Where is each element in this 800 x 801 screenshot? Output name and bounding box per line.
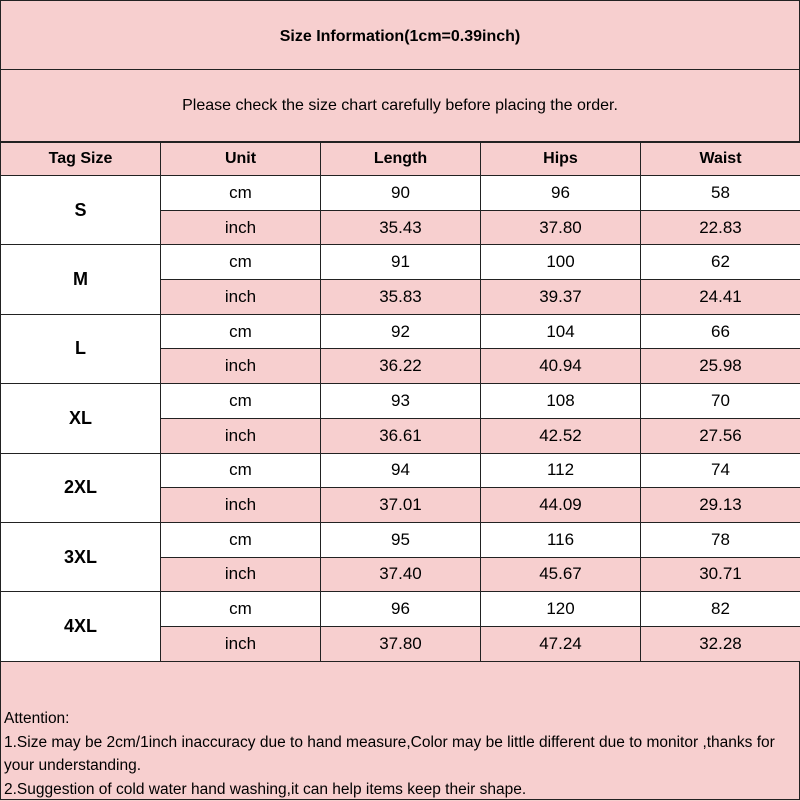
unit-cell: cm — [161, 384, 321, 419]
unit-cell: cm — [161, 245, 321, 280]
unit-cell: inch — [161, 280, 321, 315]
waist-cell: 30.71 — [641, 557, 800, 592]
table-row — [1, 384, 800, 419]
length-cell: 92 — [321, 314, 481, 349]
attention-line-1: 1.Size may be 2cm/1inch inaccuracy due to hand measure,Color may be little different due to monitor ,thanks for your understanding. — [4, 731, 789, 778]
waist-cell: 22.83 — [641, 210, 800, 245]
chart-note: Please check the size chart carefully before placing the order. — [1, 70, 799, 142]
waist-cell: 74 — [641, 453, 800, 488]
unit-cell: inch — [161, 488, 321, 523]
waist-cell: 32.28 — [641, 626, 800, 661]
table-row — [1, 453, 800, 488]
length-cell: 35.43 — [321, 210, 481, 245]
unit-cell: cm — [161, 453, 321, 488]
hips-cell: 112 — [481, 453, 641, 488]
length-cell: 91 — [321, 245, 481, 280]
tag-size-cell: S — [1, 176, 161, 245]
length-cell: 37.80 — [321, 626, 481, 661]
unit-cell: inch — [161, 349, 321, 384]
length-cell: 36.22 — [321, 349, 481, 384]
waist-cell: 62 — [641, 245, 800, 280]
unit-cell: cm — [161, 592, 321, 627]
table-row — [1, 592, 800, 627]
hips-cell: 108 — [481, 384, 641, 419]
unit-cell: cm — [161, 176, 321, 211]
tag-size-cell: 4XL — [1, 592, 161, 661]
attention-heading: Attention: — [4, 707, 789, 731]
tag-size-cell: 2XL — [1, 453, 161, 522]
hips-cell: 40.94 — [481, 349, 641, 384]
waist-cell: 27.56 — [641, 418, 800, 453]
hips-cell: 39.37 — [481, 280, 641, 315]
unit-cell: cm — [161, 314, 321, 349]
tag-size-cell: 3XL — [1, 522, 161, 591]
table-row — [1, 522, 800, 557]
length-cell: 37.40 — [321, 557, 481, 592]
unit-cell: inch — [161, 557, 321, 592]
unit-cell: cm — [161, 522, 321, 557]
header-hips: Hips — [481, 143, 641, 176]
waist-cell: 25.98 — [641, 349, 800, 384]
hips-cell: 116 — [481, 522, 641, 557]
hips-cell: 45.67 — [481, 557, 641, 592]
length-cell: 96 — [321, 592, 481, 627]
header-length: Length — [321, 143, 481, 176]
hips-cell: 120 — [481, 592, 641, 627]
length-cell: 37.01 — [321, 488, 481, 523]
attention-line-2: 2.Suggestion of cold water hand washing,it can help items keep their shape. — [4, 778, 789, 801]
hips-cell: 104 — [481, 314, 641, 349]
unit-cell: inch — [161, 626, 321, 661]
attention-notes — [4, 707, 789, 801]
tag-size-cell: M — [1, 245, 161, 314]
header-waist: Waist — [641, 143, 800, 176]
unit-cell: inch — [161, 210, 321, 245]
table-row — [1, 176, 800, 211]
table-row — [1, 314, 800, 349]
hips-cell: 100 — [481, 245, 641, 280]
hips-cell: 47.24 — [481, 626, 641, 661]
length-cell: 95 — [321, 522, 481, 557]
header-tag-size: Tag Size — [1, 143, 161, 176]
header-unit: Unit — [161, 143, 321, 176]
waist-cell: 58 — [641, 176, 800, 211]
table-header-row — [1, 143, 800, 176]
waist-cell: 29.13 — [641, 488, 800, 523]
length-cell: 36.61 — [321, 418, 481, 453]
tag-size-cell: XL — [1, 384, 161, 453]
length-cell: 93 — [321, 384, 481, 419]
waist-cell: 24.41 — [641, 280, 800, 315]
waist-cell: 82 — [641, 592, 800, 627]
unit-cell: inch — [161, 418, 321, 453]
chart-title: Size Information(1cm=0.39inch) — [1, 1, 799, 70]
length-cell: 90 — [321, 176, 481, 211]
size-table — [0, 142, 800, 662]
hips-cell: 42.52 — [481, 418, 641, 453]
waist-cell: 70 — [641, 384, 800, 419]
tag-size-cell: L — [1, 314, 161, 383]
length-cell: 35.83 — [321, 280, 481, 315]
hips-cell: 37.80 — [481, 210, 641, 245]
hips-cell: 96 — [481, 176, 641, 211]
waist-cell: 78 — [641, 522, 800, 557]
hips-cell: 44.09 — [481, 488, 641, 523]
length-cell: 94 — [321, 453, 481, 488]
table-row — [1, 245, 800, 280]
waist-cell: 66 — [641, 314, 800, 349]
